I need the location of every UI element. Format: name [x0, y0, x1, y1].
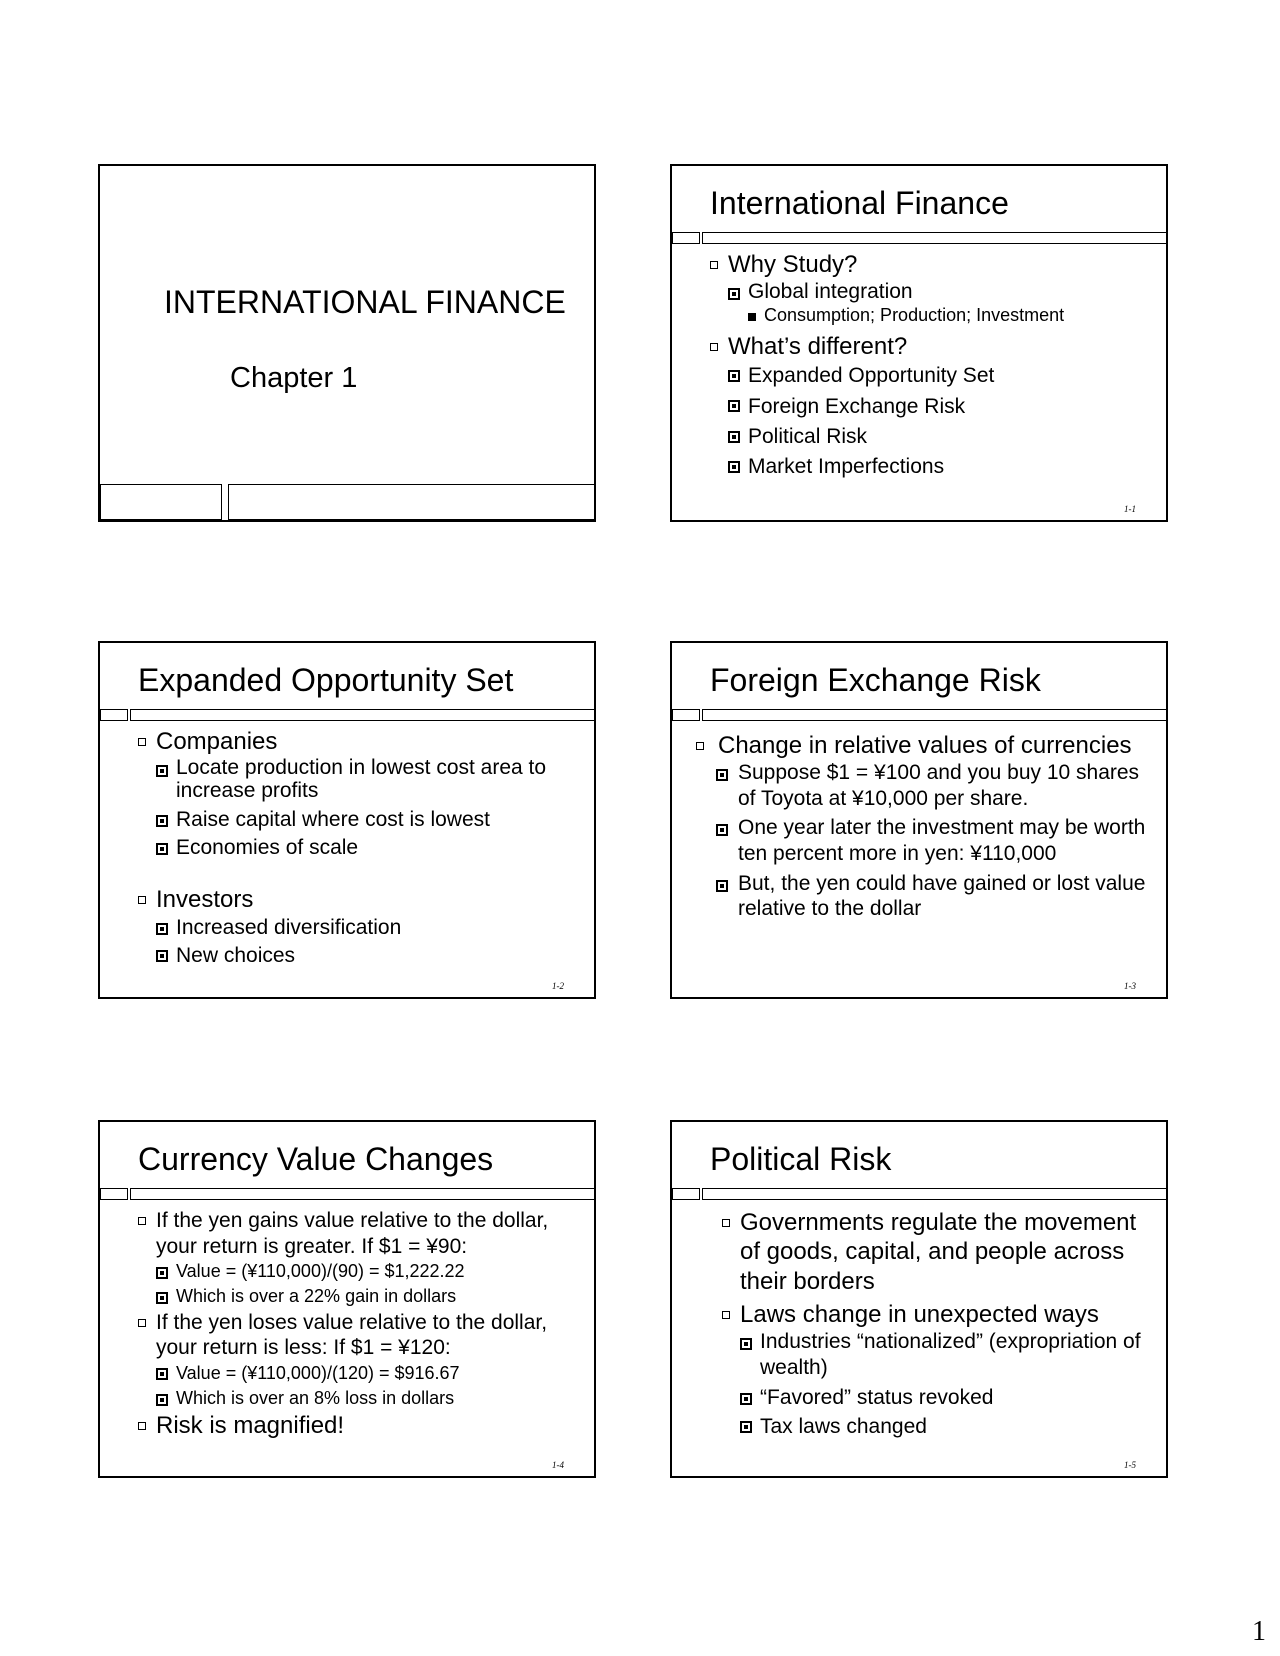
square-bullet-icon [156, 815, 168, 827]
bullet-item: Companies [138, 727, 584, 756]
bullet-item: Industries “nationalized” (expropriation of wealth) [740, 1329, 1156, 1380]
slide-body [710, 250, 1156, 483]
title-divider [100, 709, 594, 721]
square-bullet-icon [138, 1319, 146, 1327]
square-bullet-icon [722, 1311, 730, 1319]
slide-main-title: INTERNATIONAL FINANCE [164, 284, 566, 320]
bullet-item: Why Study? [710, 250, 1156, 279]
slide-title: Currency Value Changes [138, 1141, 494, 1177]
slide-number: 1-3 [1124, 981, 1136, 991]
bullet-item: Increased diversification [156, 914, 584, 941]
bullet-item: Tax laws changed [740, 1413, 1156, 1441]
footer-box-left [100, 484, 222, 520]
title-divider [672, 1188, 1166, 1200]
square-bullet-icon [728, 461, 740, 473]
square-bullet-icon [740, 1338, 752, 1350]
square-bullet-icon [748, 313, 756, 321]
bullet-item: Governments regulate the movement of goods, capital, and people across their borders [722, 1208, 1156, 1296]
square-bullet-icon [728, 431, 740, 443]
square-bullet-icon [740, 1421, 752, 1433]
bullet-item: Value = (¥110,000)/(120) = $916.67 [156, 1361, 584, 1386]
slide-foreign-exchange-risk [670, 641, 1168, 999]
square-bullet-icon [716, 769, 728, 781]
chapter-label: Chapter 1 [230, 362, 358, 394]
bullet-item: Raise capital where cost is lowest [156, 806, 584, 833]
square-bullet-icon [156, 923, 168, 935]
bullet-item: If the yen loses value relative to the dollar, your return is less: If $1 = ¥120: [138, 1310, 584, 1361]
bullet-item: New choices [156, 942, 584, 969]
bullet-item: What’s different? [710, 332, 1156, 361]
square-bullet-icon [728, 400, 740, 412]
square-bullet-icon [710, 343, 718, 351]
title-divider [672, 232, 1166, 244]
slide-number: 1-5 [1124, 1460, 1136, 1470]
square-bullet-icon [740, 1393, 752, 1405]
bullet-item: Foreign Exchange Risk [728, 392, 1156, 422]
slide-expanded-opportunity-set [98, 641, 596, 999]
bullet-item: One year later the investment may be worth ten percent more in yen: ¥110,000 [716, 815, 1156, 866]
bullet-item: Political Risk [728, 422, 1156, 452]
bullet-item: Global integration [728, 279, 1156, 304]
square-bullet-icon [728, 370, 740, 382]
square-bullet-icon [156, 843, 168, 855]
slide-title [98, 164, 596, 522]
bullet-item: Change in relative values of currencies [696, 731, 1156, 760]
page-number: 1 [1252, 1616, 1266, 1647]
square-bullet-icon [138, 896, 146, 904]
bullet-item: Laws change in unexpected ways [722, 1300, 1156, 1329]
bullet-item: Consumption; Production; Investment [748, 304, 1156, 327]
square-bullet-icon [156, 765, 168, 777]
bullet-item: Suppose $1 = ¥100 and you buy 10 shares of Toyota at ¥10,000 per share. [716, 760, 1156, 811]
slide-title: Foreign Exchange Risk [710, 662, 1041, 698]
square-bullet-icon [716, 824, 728, 836]
bullet-item: Expanded Opportunity Set [728, 361, 1156, 391]
bullet-item: Value = (¥110,000)/(90) = $1,222.22 [156, 1259, 584, 1284]
slide-title: Expanded Opportunity Set [138, 662, 514, 698]
square-bullet-icon [696, 742, 704, 750]
slide-title: International Finance [710, 185, 1009, 221]
square-bullet-icon [156, 1368, 168, 1380]
slide-body [722, 1208, 1156, 1441]
square-bullet-icon [156, 1292, 168, 1304]
square-bullet-icon [728, 288, 740, 300]
bullet-item: Which is over an 8% loss in dollars [156, 1386, 584, 1411]
square-bullet-icon [710, 261, 718, 269]
square-bullet-icon [156, 1267, 168, 1279]
slide-body [696, 731, 1156, 922]
slide-number: 1-1 [1124, 504, 1136, 514]
title-divider [672, 709, 1166, 721]
bullet-item: But, the yen could have gained or lost value relative to the dollar [716, 871, 1156, 922]
footer-box-right [228, 484, 594, 520]
slide-currency-value-changes [98, 1120, 596, 1478]
bullet-item: Investors [138, 885, 584, 914]
square-bullet-icon [156, 950, 168, 962]
slide-number: 1-2 [552, 981, 564, 991]
slide-international-finance [670, 164, 1168, 522]
slide-title: Political Risk [710, 1141, 892, 1177]
slide-body [138, 727, 584, 969]
bullet-item: Locate production in lowest cost area to increase profits [156, 756, 584, 802]
square-bullet-icon [722, 1219, 730, 1227]
bullet-item: Risk is magnified! [138, 1411, 584, 1440]
bullet-item: Which is over a 22% gain in dollars [156, 1284, 584, 1309]
square-bullet-icon [138, 1217, 146, 1225]
slide-body [138, 1208, 584, 1440]
bullet-item: If the yen gains value relative to the dollar, your return is greater. If $1 = ¥90: [138, 1208, 584, 1259]
square-bullet-icon [138, 738, 146, 746]
square-bullet-icon [716, 880, 728, 892]
slide-political-risk [670, 1120, 1168, 1478]
bullet-item: “Favored” status revoked [740, 1384, 1156, 1412]
bullet-item: Market Imperfections [728, 452, 1156, 482]
square-bullet-icon [156, 1394, 168, 1406]
title-divider [100, 1188, 594, 1200]
bullet-item: Economies of scale [156, 834, 584, 861]
square-bullet-icon [138, 1422, 146, 1430]
slide-number: 1-4 [552, 1460, 564, 1470]
